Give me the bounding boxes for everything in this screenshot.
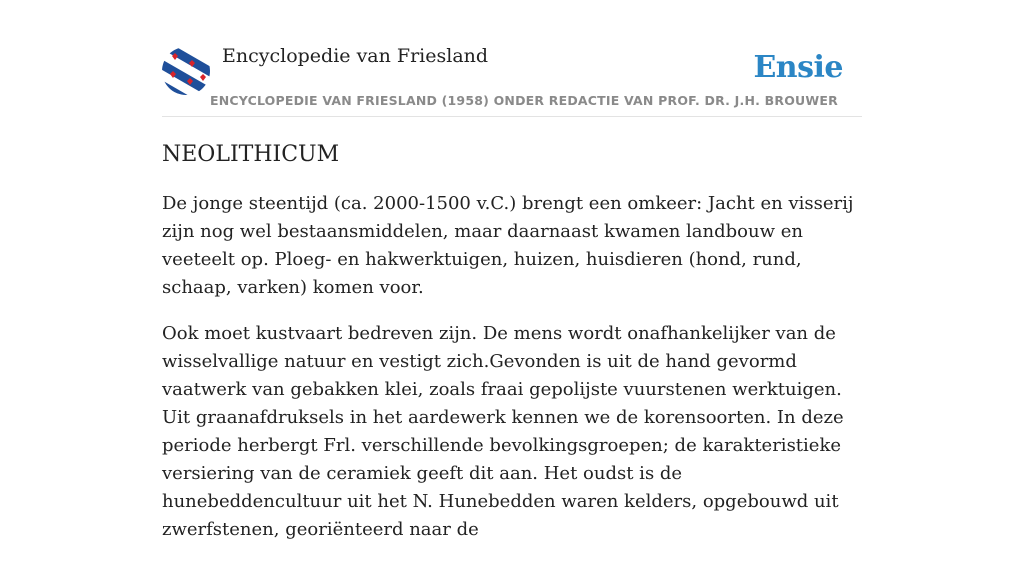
article-paragraph: De jonge steentijd (ca. 2000-1500 v.C.) brengt een omkeer: Jacht en visserij zijn nog wel bestaansmiddelen, maar daarnaast kwamen landbouw en veeteelt op. Ploeg- en hakwerktuigen, huizen, huisdieren (hond, rund, schaap, varken) komen voor.: [162, 193, 854, 298]
article-content: [162, 140, 862, 562]
article-paragraph: Ook moet kustvaart bedreven zijn. De mens wordt onafhankelijker van de wisselvallige natuur en vestigt zich.Gevonden is uit de hand gevormd vaatwerk van gebakken klei, zoals fraai gepolijste vuurstenen werktuigen. Uit graanafdruksels in het aardewerk kennen we de korensoorten. In deze periode herbergt Frl. verschillende bevolkingsgroepen; de karakteristieke versiering van de ceramiek geeft dit aan. Het oudst is de hunebeddencultuur uit het N. Hunebedden waren kelders, opgebouwd uit zwerfstenen, georiënteerd naar de: [162, 323, 844, 540]
frisian-flag-icon[interactable]: [162, 47, 210, 95]
site-header: [162, 44, 862, 117]
article-title: NEOLITHICUM: [162, 142, 340, 167]
site-subtitle: ENCYCLOPEDIE VAN FRIESLAND (1958) ONDER REDACTIE VAN PROF. DR. J.H. BROUWER: [210, 93, 838, 108]
site-title[interactable]: Encyclopedie van Friesland: [222, 45, 489, 67]
brand-logo[interactable]: Ensie: [753, 50, 843, 85]
